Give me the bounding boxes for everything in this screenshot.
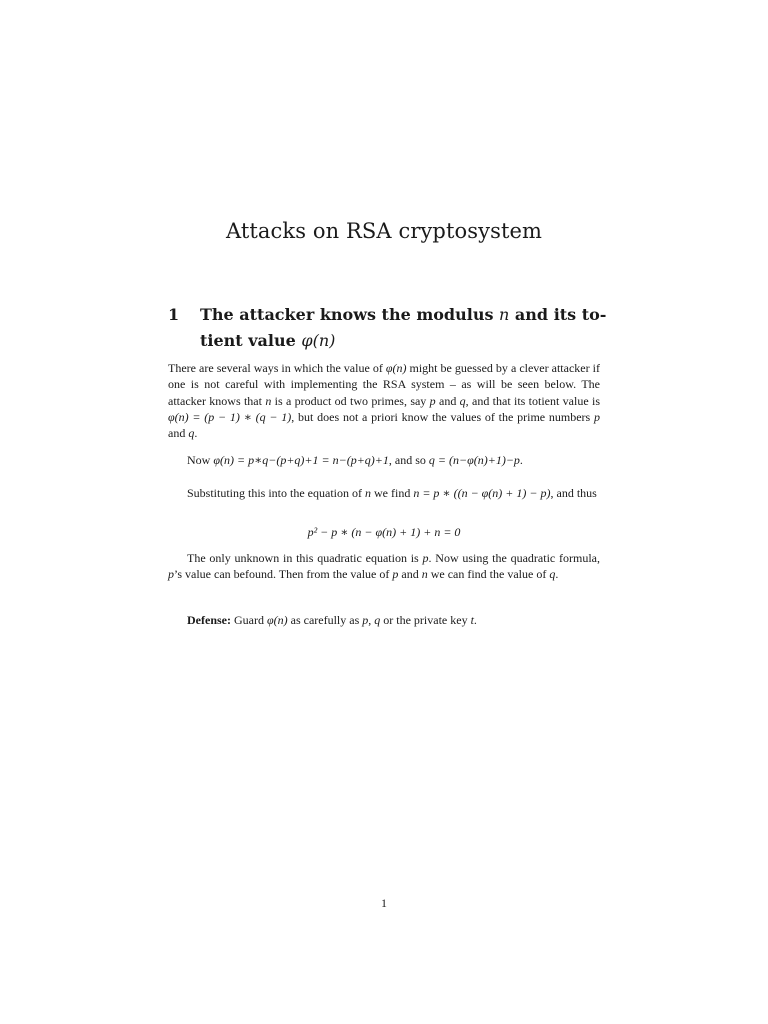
text: Now <box>187 453 214 467</box>
math: n <box>265 393 272 408</box>
section-title-line2: tient value <box>200 331 302 350</box>
math: p² − p ∗ (n − φ(n) + 1) + n = 0 <box>307 525 461 539</box>
paragraph-substitution <box>168 485 600 501</box>
math: φ(n) = p∗q−(p+q)+1 = n−(p+q)+1 <box>213 453 389 467</box>
math: φ(n) = (p − 1) ∗ (q − 1) <box>168 409 292 424</box>
math: n = p ∗ ((n − φ(n) + 1) − p) <box>413 486 551 500</box>
page-title: Attacks on RSA cryptosystem <box>225 219 543 244</box>
math: p <box>362 613 369 627</box>
math: p <box>392 567 399 582</box>
text: . Now using the quadratic formula, <box>428 551 601 565</box>
math: q <box>188 426 195 441</box>
math: φ(n) <box>385 361 407 375</box>
math: q <box>459 393 466 408</box>
text: we find <box>371 486 414 500</box>
text: Substituting this into the equation of <box>187 486 365 500</box>
text: , and so <box>388 453 429 467</box>
page-number: 1 <box>381 896 387 910</box>
text: is a product od two primes, say <box>271 393 430 408</box>
display-equation <box>168 525 600 540</box>
defense-label: Defense: <box>187 613 231 627</box>
text: . <box>519 453 523 467</box>
section-number: 1 <box>168 305 180 324</box>
math: n <box>365 486 371 500</box>
paragraph-quadratic <box>168 550 600 583</box>
text: . <box>194 426 198 441</box>
section-heading <box>168 302 608 354</box>
math: p <box>422 551 429 565</box>
text: Guard <box>230 613 267 627</box>
math: p <box>429 393 436 408</box>
text: There are several ways in which the value of <box>168 361 386 375</box>
math: p <box>594 409 600 424</box>
paragraph-intro <box>168 360 600 441</box>
text: The only unknown in this quadratic equation is <box>187 551 423 565</box>
text: and <box>435 393 460 408</box>
text: and <box>398 567 422 582</box>
math: t <box>470 613 474 627</box>
section-title-phi: φ(n) <box>301 331 336 350</box>
text: , <box>368 613 375 627</box>
text: might be guessed by a clever attacker if one is not careful with implementing the RSA system – as will be seen below. The attacker knows that <box>168 361 600 408</box>
section-title-part1: The attacker knows the modulus <box>200 305 500 324</box>
text: , and that its totient value is <box>465 393 600 408</box>
text: , and thus <box>550 486 597 500</box>
paragraph-phi-derivation <box>168 452 600 468</box>
text: , but does not a priori know the values of the prime numbers <box>291 409 594 424</box>
text: and <box>168 426 189 441</box>
math: n <box>421 567 428 582</box>
math: q <box>374 613 381 627</box>
math: φ(n) <box>266 613 288 627</box>
math: p <box>168 567 174 582</box>
text: ’s value can befound. Then from the value of <box>174 567 393 582</box>
text: or the private key <box>380 613 471 627</box>
math: q <box>549 567 556 582</box>
section-title-var: n <box>499 305 510 324</box>
text: . <box>555 567 559 582</box>
paragraph-defense <box>168 612 600 628</box>
math: q = (n−φ(n)+1)−p <box>428 453 520 467</box>
text: we can find the value of <box>427 567 550 582</box>
text: as carefully as <box>287 613 363 627</box>
section-title-part2: and its to- <box>509 305 607 324</box>
section-title <box>200 302 608 354</box>
text: . <box>473 613 477 627</box>
